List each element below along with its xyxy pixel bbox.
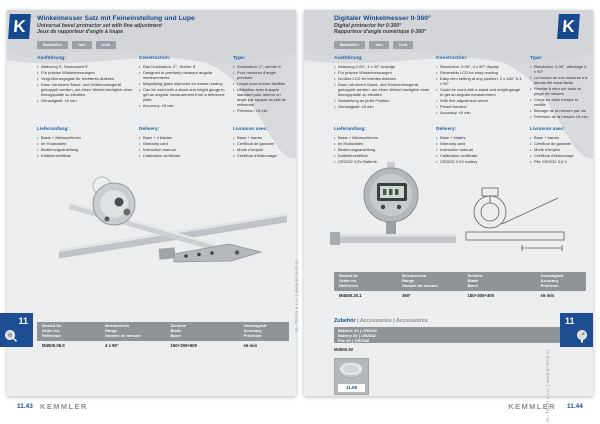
delivery-col-en [436,127,524,165]
list-item: Barre [467,282,478,288]
list-item: • Kalibrierzertifikat [37,153,133,158]
chapter-tab-left[interactable] [0,313,33,347]
page-title: Winkelmesser Satz mit Feineinstellung und Lupe [37,15,195,22]
footer-brand-left: KEMMLER [40,402,88,411]
spec-list-fr [530,64,588,119]
digital-protractor-photo [328,160,460,272]
list-item: • Easy zero setting at any position, 2 x 180° & 4 x 90° [436,76,524,86]
table-header-row [334,272,586,291]
list-item: Barre [170,332,181,338]
list-item: Messbereich [402,273,427,278]
list-item: Blade [170,327,182,333]
list-item: • Ablesung 0,05°, 4 x 90° Anzeige [334,64,430,69]
list-item: • Großes LCD für leichtes Ablesen [334,76,430,81]
tag-row [334,41,413,49]
list-item: • Base + blades [436,135,524,140]
list-item: • CR2032 3.0V battery [436,159,524,164]
list-item: Batterie 3V | CR2032 [338,328,377,333]
table-header-cell [463,274,536,288]
spec-col-de [37,56,133,114]
spec-heading-fr: Type: [530,56,543,61]
list-item: • Im Holzkasten [334,141,430,146]
table-row [334,291,586,301]
product-table [334,272,586,301]
kemmler-k-logo: K [8,14,31,39]
list-item: • CR2032 3,0V Batterie [334,159,430,164]
delivery-heading-en: Delivery: [139,127,160,132]
battery-thumbnail [334,358,369,395]
list-item: • Certificat de garantie [233,141,291,146]
list-item: • Basis + Messschienen [334,135,430,140]
product-header [37,15,252,35]
list-item: • Nullstellung an jeder Position [334,98,430,103]
list-item: Accuracy [540,277,559,283]
table-header-cell [37,324,100,338]
table-header-cell [166,324,239,338]
list-item: • Genauigkeit: ±5 min [334,104,430,109]
list-item: • Mode d'emploi [233,147,291,152]
list-item: Range [105,327,118,333]
list-item: • Pile CR2032 3,0 V [530,159,588,164]
list-item: Précision [243,332,262,338]
spec-heading-fr: Type: [233,56,246,61]
subtitle-fr: Rapporteur d'angle numérique 0-360° [334,29,427,35]
delivery-col-fr [530,127,588,165]
spec-list-de [334,64,430,109]
list-item: • Can be used with a stand and height gauge to get an angular measurement from a reference plate [139,87,227,102]
list-item: • La lecture de vos mesures n'a jamais été aussi facile [530,75,588,85]
list-item: Schiene [467,273,483,278]
tag-row [37,41,116,49]
table-header-row [37,322,289,341]
order-number-cell: M4500.20.1 [339,293,362,299]
list-item: • Instruction manual [139,147,227,152]
list-item: • Dial Graduation: 2°, Vernier 5' [139,64,227,69]
list-item: • Base + barres [233,135,291,140]
spec-heading-de: Ausführung: [37,56,66,61]
tag-button[interactable]: mm [72,41,92,49]
list-item: • Kalibrierzertifikat [334,153,430,158]
delivery-heading-de: Lieferumfang: [334,127,366,132]
delivery-list-en [139,135,227,158]
list-item: • Certificat de garantie [530,141,588,146]
list-item: • Designed to precisely measure angular measurements [139,70,227,80]
range-cell: 360° [402,293,411,299]
list-item: Schiene [170,323,186,328]
delivery-columns [334,127,584,165]
delivery-heading-fr: Livraison avec: [233,127,268,132]
list-item: • Pour mesures d'angle précises [233,70,291,80]
delivery-columns [37,127,287,159]
list-item: • Kann mit einem Stand- und Höhenmessgerät gekoppelt werden, um einen Winkel bezüglich einer Bezugsplatte zu erhalten [334,82,430,97]
dial-indicator-icon [575,329,589,343]
list-item: Order no. [339,277,358,283]
list-item: • Im Holzkasten [37,141,133,146]
delivery-list-de [37,135,133,158]
list-item: • Base + 4 blades [139,135,227,140]
list-item: • Remise à zéro sur toute la plage de mesure [530,86,588,96]
accuracy-cell: ±5 min [243,343,258,349]
list-item: • Précision: ±5 min [233,108,291,113]
accuracy-cell: ±5 min [540,293,555,299]
spec-col-fr [530,56,588,120]
list-item: • Base + barres [530,135,588,140]
list-item: • Preset function [436,104,524,109]
technical-drawing [462,186,568,258]
list-item: • Calibration certificate [139,153,227,158]
list-item: Référence [339,282,359,288]
spec-col-de [334,56,430,120]
delivery-heading-en: Delivery: [436,127,457,132]
spec-list-en [436,64,524,115]
spec-columns [334,56,588,120]
list-item: Range [402,277,415,283]
list-item: • With fine adjustment wheel [436,98,524,103]
list-item: Accuracy [243,327,262,333]
blade-cell: 150+300+300 [467,293,495,299]
table-header-cell [536,274,586,288]
accessory-battery-bar [334,327,560,343]
tag-button[interactable]: Bestseller [37,41,68,49]
list-item: Blade [467,277,479,283]
list-item: • Magnifying glass improved for easier reading [139,81,227,86]
list-item: • Résolution: 0,05°, affichage 4 x 90° [530,64,588,74]
list-item: • Précision de la mesure ±5 min [530,114,588,119]
spec-heading-en: Construction: [436,56,468,61]
subtitle-fr: Jeux de rapporteur d'angle à loupe [37,29,123,35]
list-item: • Calibration certificate [436,153,524,158]
delivery-heading-fr: Livraison avec: [530,127,565,132]
table-header-cell [334,274,397,288]
tag-button[interactable]: mm [369,41,389,49]
range-cell: 4 x 90° [105,343,119,349]
delivery-list-fr [530,135,588,164]
spec-col-en [436,56,524,120]
list-item: • Bedienungsanleitung [334,147,430,152]
accessory-order-number: M4500.92 [334,347,354,352]
kemmler-k-logo: K [557,14,580,39]
list-item: • Accuracy: ±5 min [436,110,524,115]
list-item: • Accuracy: ±5 min [139,103,227,108]
spec-heading-en: Construction: [139,56,171,61]
list-item: Pile 3V | CR2032 [338,338,370,343]
list-item: • Genauigkeit: ±5 min [37,98,133,103]
delivery-col-de [334,127,430,165]
spec-list-de [37,64,133,103]
list-item: Bestell-Nr. [339,273,359,278]
spec-col-fr [233,56,291,114]
chapter-number: 11 [565,316,575,326]
subtitle-en: Universal bevel protractor set with fine adjustment [37,23,162,29]
chapter-tab-right[interactable] [560,313,593,347]
list-item: • Für präzise Winkelmessungen [37,70,133,75]
delivery-col-en [139,127,227,159]
list-item: • Basis + Messschienen [37,135,133,140]
table-header-cell [100,324,166,338]
publisher-note-vertical: KL-TECH s.r.o. | www.kl-tech.cz [294,259,299,332]
list-item: • Warranty card [436,141,524,146]
publisher-note-vertical: KL-TECH s.r.o. | www.kl-tech.cz [545,349,550,422]
spec-col-en [139,56,227,114]
spec-heading-de: Ausführung: [334,56,363,61]
list-item: Bestell-Nr. [42,323,62,328]
list-item: • Could be used with a stand and height gauge to get an angular measurement [436,87,524,97]
page-number-left: 11.43 [17,403,33,410]
list-item: Genauigkeit [540,273,564,278]
list-item: • Certificat d'étalonnage [530,153,588,158]
thumb-page-label: 11.08 [338,384,365,392]
chapter-number: 11 [18,316,28,326]
product-table [37,322,289,351]
delivery-col-de [37,127,133,159]
list-item: • Resolution: 0.05°, 4 x 90° display [436,64,524,69]
list-item: • Vergrößerungsglas für leichteres Ablesen [37,76,133,81]
page-number-right: 11.44 [567,403,583,410]
footer-brand-right: KEMMLER [508,402,556,411]
list-item: • Bedienungsanleitung [37,147,133,152]
list-item: Gamme de mesure [105,332,141,338]
list-item: Genauigkeit [243,323,267,328]
list-item: Battery 3V | CR2032 [338,333,376,338]
spec-list-en [139,64,227,108]
list-item: Gamme de mesure [402,282,438,288]
delivery-heading-de: Lieferumfang: [37,127,69,132]
list-item: • Instruction manual [436,147,524,152]
list-item: • Blocage de la mesure par vis [530,108,588,113]
list-item: • Ablesung 5', Noniuswert 5' [37,64,133,69]
spec-columns [37,56,287,114]
list-item: • Kann mit einem Stand- und Höhenmessgerät gekoppelt werden, um einen Winkel bezüglich einer Bezugsplatte zu erhalten [37,82,133,97]
tag-button[interactable]: inch [393,41,413,49]
table-row [37,341,289,351]
list-item: Précision [540,282,559,288]
list-item: Référence [42,332,62,338]
spec-list-fr [233,64,291,113]
table-header-cell [239,324,289,338]
tag-button[interactable]: Bestseller [334,41,365,49]
accessories-heading-translations: | Accessories | Accessoires [357,318,428,324]
page-title: Digitaler Winkelmesser 0-360° [334,15,431,22]
list-item: • Certificat d'étalonnage [233,153,291,158]
accessories-heading [334,318,428,324]
order-number-cell: M4500.06.0 [42,343,65,349]
delivery-col-fr [233,127,291,159]
delivery-list-fr [233,135,291,158]
list-item: • Warranty card [139,141,227,146]
list-item: • Reversible LCD for easy reading [436,70,524,75]
battery-coin-cell-image [335,359,368,383]
list-item: • Mode d'emploi [530,147,588,152]
list-item: Order no. [42,327,61,333]
blade-cell: 150+300+600 [170,343,198,349]
table-header-cell [397,274,463,288]
list-item: Messbereich [105,323,130,328]
catalog-page-left [7,10,296,396]
list-item: • Utilisation avec trusquin standard pour obtenir un angle par rapport au plat de référence [233,87,291,107]
magnifier-protractor-icon [4,329,18,343]
list-item: • Graduation: 2°, vernier 5' [233,64,291,69]
list-item: • Loupe pour lecture facilitée [233,81,291,86]
product-header [334,15,549,35]
list-item: • Corps en acier trempé et rectifié [530,97,588,107]
accessories-heading-de: Zubehör [334,318,356,324]
tag-button[interactable]: inch [96,41,116,49]
subtitle-en: Digital protractor for 0-360° [334,23,402,29]
list-item: • Für präzise Winkelmessungen [334,70,430,75]
bevel-protractor-photo [59,156,287,294]
